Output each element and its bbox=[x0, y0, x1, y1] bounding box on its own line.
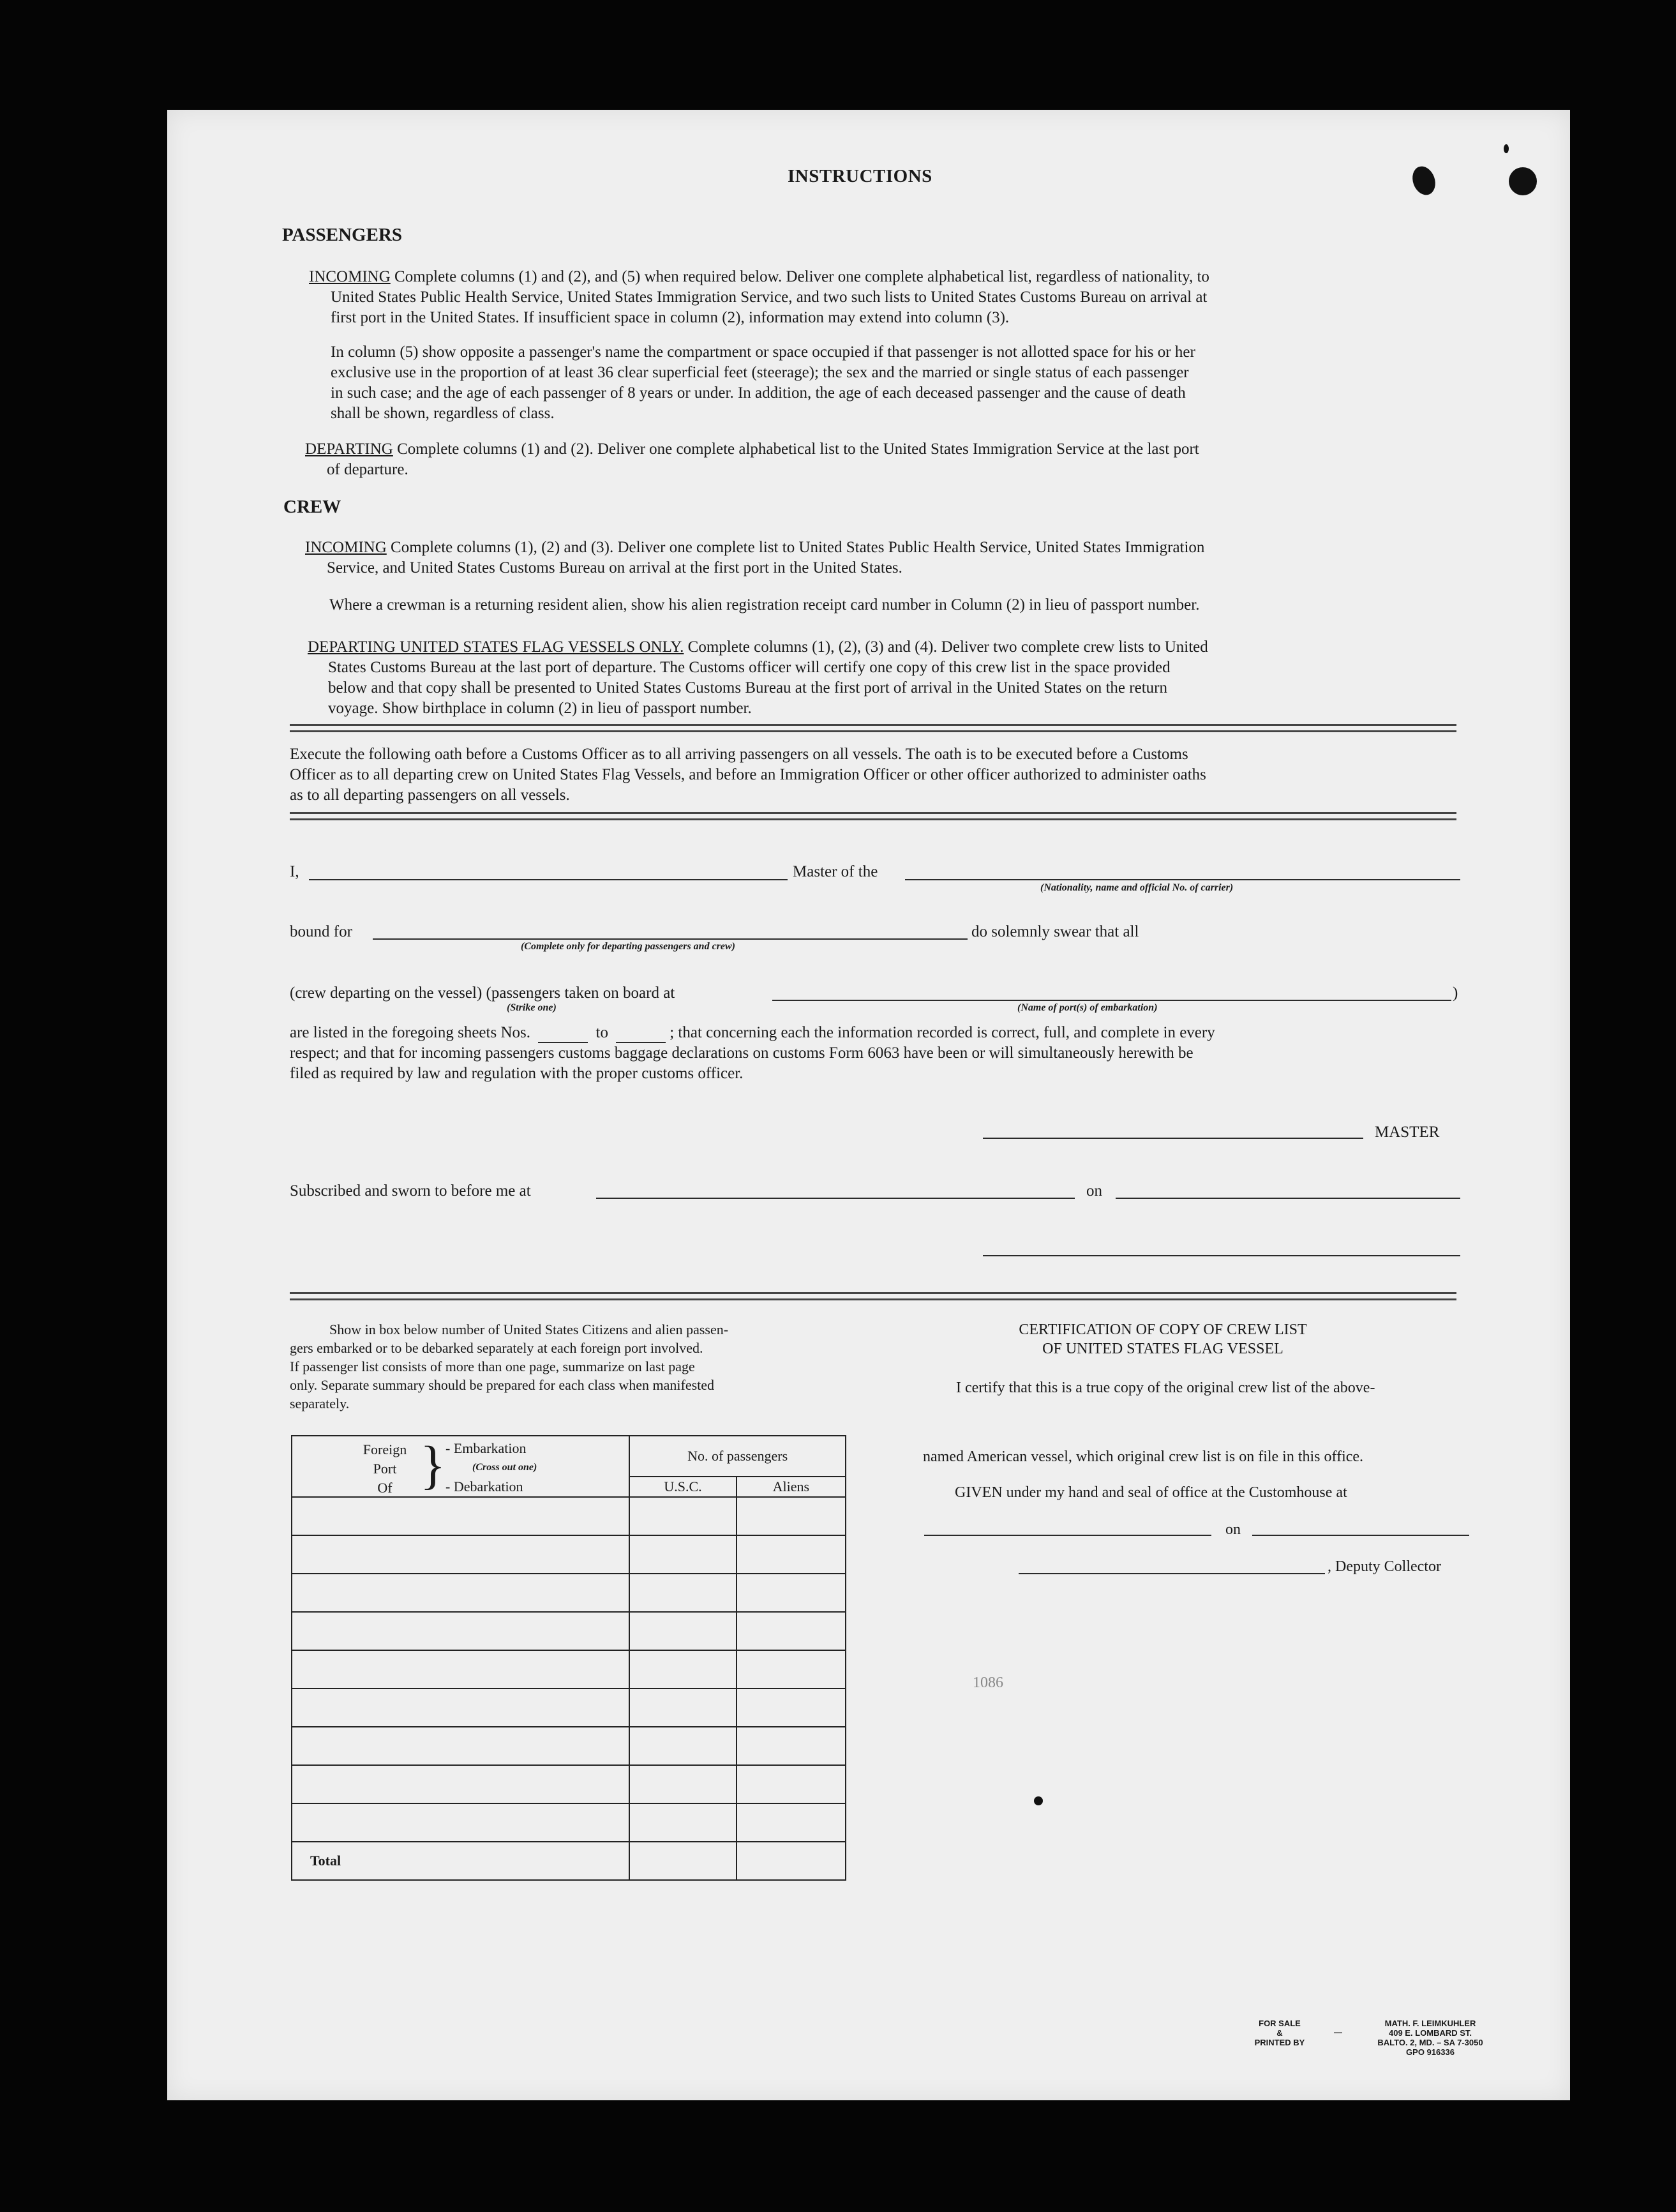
crew-departing: DEPARTING UNITED STATES FLAG VESSELS ONLY. Complete columns (1), (2), (3) and (4). Deliver two complete crew lists to United States Customs Bureau at the last port of departure. The Customs officer will certify one copy of this crew list in the space provided below and that copy shall be presented to United States Customs Bureau at the first port of arrival in the United States on the return voyage. Show birthplace in column (2) in lieu of passport number. bbox=[308, 638, 1208, 717]
given-label: GIVEN under my hand and seal of office at the Customhouse at bbox=[955, 1484, 1347, 1501]
deputy-signature-field[interactable] bbox=[1019, 1573, 1325, 1574]
deputy-label: , Deputy Collector bbox=[1328, 1558, 1441, 1575]
crew-heading: CREW bbox=[283, 497, 341, 517]
sheet-from-field[interactable] bbox=[538, 1042, 588, 1043]
table-cell[interactable] bbox=[737, 1535, 846, 1574]
brace-icon: } bbox=[420, 1436, 446, 1495]
table-cell[interactable] bbox=[737, 1497, 846, 1535]
crew-departing-label: DEPARTING UNITED STATES FLAG VESSELS ONLY. bbox=[308, 638, 684, 656]
table-cell[interactable] bbox=[737, 1574, 846, 1612]
passengers-departing: DEPARTING Complete columns (1) and (2). Deliver one complete alphabetical list to the United States Immigration Service at the last port of departure. bbox=[305, 440, 1199, 478]
table-cell[interactable] bbox=[292, 1497, 629, 1535]
certification-text-2: named American vessel, which original crew list is on file in this office. bbox=[923, 1448, 1364, 1465]
table-cell[interactable] bbox=[292, 1650, 629, 1689]
departing-caption: (Complete only for departing passengers and crew) bbox=[521, 941, 735, 952]
passengers-incoming-line-3: first port in the United States. If insufficient space in column (2), information may extend into column (3). bbox=[331, 309, 1010, 326]
table-cell[interactable] bbox=[292, 1612, 629, 1650]
page-title: INSTRUCTIONS bbox=[788, 166, 932, 186]
table-cell[interactable] bbox=[292, 1765, 629, 1803]
passengers-incoming-line-2: United States Public Health Service, United States Immigration Service, and two such lists to United States Customs Bureau on arrival at bbox=[331, 289, 1208, 306]
bound-for-field[interactable] bbox=[373, 938, 968, 940]
passengers-heading: PASSENGERS bbox=[282, 225, 403, 245]
table-cell[interactable] bbox=[292, 1727, 629, 1765]
oath-intro: Execute the following oath before a Customs Officer as to all arriving passengers on all vessels. The oath is to be executed before a Customs Officer as to all departing crew on United States Flag Vessels, and before an Immigration Officer or other officer authorized to administer oaths as to all departing passengers on all vessels. bbox=[290, 746, 1206, 804]
table-cell[interactable] bbox=[629, 1689, 736, 1727]
sheet-to-field[interactable] bbox=[616, 1042, 666, 1043]
divider bbox=[290, 812, 1456, 820]
table-cell[interactable] bbox=[629, 1535, 736, 1574]
summary-intro: Show in box below number of United States Citizens and alien passen- gers embarked or to be debarked separately at each foreign port involved. If passenger list consists of more than one page, summarize on last page only. Separate summary should be prepared for each class when manifested separately. bbox=[290, 1321, 729, 1411]
master-of-the-label: Master of the bbox=[793, 863, 878, 880]
sworn-place-field[interactable] bbox=[596, 1198, 1075, 1199]
strike-one-caption: (Strike one) bbox=[507, 1002, 557, 1013]
table-cell[interactable] bbox=[292, 1574, 629, 1612]
ink-spot bbox=[1509, 167, 1537, 195]
divider bbox=[290, 1292, 1456, 1300]
customhouse-field[interactable] bbox=[924, 1535, 1211, 1536]
passengers-column-5: In column (5) show opposite a passenger's name the compartment or space occupied if that passenger is not allotted space for his or her exclusive use in the proportion of at least 36 clear superficial feet (steerage); the sex and the married or single status of each passenger in such case; and the age of each passenger of 8 years or under. In addition, the age of each deceased passenger and the cause of death shall be shown, regardless of class. bbox=[331, 343, 1195, 422]
master-name-field[interactable] bbox=[309, 879, 788, 880]
crew-resident-alien: Where a crewman is a returning resident alien, show his alien registration receipt card number in Column (2) in lieu of passport number. bbox=[329, 596, 1200, 613]
table-cell[interactable] bbox=[629, 1574, 736, 1612]
table-cell[interactable] bbox=[292, 1535, 629, 1574]
footer-dash: — bbox=[1334, 2028, 1342, 2037]
table-cell[interactable] bbox=[737, 1765, 846, 1803]
crew-incoming-label: INCOMING bbox=[305, 539, 387, 556]
table-cell[interactable] bbox=[737, 1727, 846, 1765]
passengers-incoming-line-1: INCOMING Complete columns (1) and (2), and (5) when required below. Deliver one complete alphabetical list, regardless of nationality, to bbox=[309, 268, 1209, 285]
crew-departing-label: (crew departing on the vessel) (passengers taken on board at bbox=[290, 984, 675, 1002]
table-cell[interactable] bbox=[629, 1803, 736, 1842]
port-caption: (Name of port(s) of embarkation) bbox=[1017, 1002, 1158, 1013]
usc-header: U.S.C. bbox=[629, 1477, 736, 1497]
table-cell[interactable] bbox=[629, 1497, 736, 1535]
crew-incoming: INCOMING Complete columns (1), (2) and (3). Deliver one complete list to United States Public Health Service, United States Immigration Service, and United States Customs Bureau on arrival at the first port in the United States. bbox=[305, 539, 1205, 576]
form-sheet bbox=[167, 110, 1570, 2100]
total-aliens-cell[interactable] bbox=[737, 1842, 846, 1880]
master-label: MASTER bbox=[1375, 1124, 1440, 1141]
divider bbox=[290, 724, 1456, 732]
no-passengers-header: No. of passengers bbox=[629, 1436, 846, 1477]
nationality-caption: (Nationality, name and official No. of carrier) bbox=[1040, 882, 1234, 893]
table-cell[interactable] bbox=[737, 1650, 846, 1689]
table-cell[interactable] bbox=[737, 1689, 846, 1727]
table-cell[interactable] bbox=[629, 1612, 736, 1650]
printer-info: MATH. F. LEIMKUHLER 409 E. LOMBARD ST. BALTO. 2, MD. – SA 7-3050 GPO 916336 bbox=[1377, 2019, 1483, 2057]
passengers-incoming-label: INCOMING bbox=[309, 268, 391, 285]
table-cell[interactable] bbox=[737, 1803, 846, 1842]
table-cell[interactable] bbox=[629, 1650, 736, 1689]
carrier-field[interactable] bbox=[905, 879, 1460, 880]
master-signature-field[interactable] bbox=[983, 1138, 1363, 1139]
oath-listed: are listed in the foregoing sheets Nos. to ; that concerning each the information recorded is correct, full, and complete in every respect; and that for incoming passengers customs baggage declarations on customs Form 6063 have been or will simultaneously herewith be filed as required by law and regulation with the proper customs officer. bbox=[290, 1024, 1215, 1082]
sworn-date-field[interactable] bbox=[1116, 1198, 1460, 1199]
total-label-cell: Total bbox=[292, 1842, 629, 1880]
passengers-departing-label: DEPARTING bbox=[305, 440, 393, 458]
passenger-summary-table bbox=[291, 1435, 846, 1881]
passengers-incoming bbox=[309, 267, 1496, 328]
port-header-cell: Foreign Port Of } - Embarkation (Cross out one) - Debarkation bbox=[292, 1436, 629, 1497]
ink-spot bbox=[1504, 144, 1509, 153]
certification-title: CERTIFICATION OF COPY OF CREW LIST OF UNITED STATES FLAG VESSEL bbox=[1019, 1321, 1307, 1357]
embarkation-port-field[interactable] bbox=[772, 1000, 1451, 1001]
aliens-header: Aliens bbox=[737, 1477, 846, 1497]
swear-label: do solemnly swear that all bbox=[971, 923, 1139, 940]
oath-i-label: I, bbox=[290, 863, 299, 880]
certification-date-field[interactable] bbox=[1252, 1535, 1469, 1536]
ink-spot bbox=[1409, 163, 1439, 199]
table-cell[interactable] bbox=[629, 1727, 736, 1765]
table-cell[interactable] bbox=[737, 1612, 846, 1650]
certification-on-label: on bbox=[1225, 1521, 1241, 1538]
table-cell[interactable] bbox=[292, 1689, 629, 1727]
table-cell[interactable] bbox=[292, 1803, 629, 1842]
ink-spot bbox=[1034, 1796, 1043, 1805]
close-paren: ) bbox=[1453, 984, 1458, 1002]
subscribed-label: Subscribed and sworn to before me at bbox=[290, 1182, 531, 1200]
table-cell[interactable] bbox=[629, 1765, 736, 1803]
total-usc-cell[interactable] bbox=[629, 1842, 736, 1880]
certification-text-1: I certify that this is a true copy of the original crew list of the above- bbox=[956, 1380, 1375, 1396]
stamp-text: 1086 bbox=[973, 1674, 1003, 1691]
officer-signature-field[interactable] bbox=[983, 1255, 1460, 1256]
on-label: on bbox=[1086, 1182, 1102, 1200]
bound-for-label: bound for bbox=[290, 923, 352, 940]
for-sale-label: FOR SALE & PRINTED BY bbox=[1254, 2019, 1305, 2047]
